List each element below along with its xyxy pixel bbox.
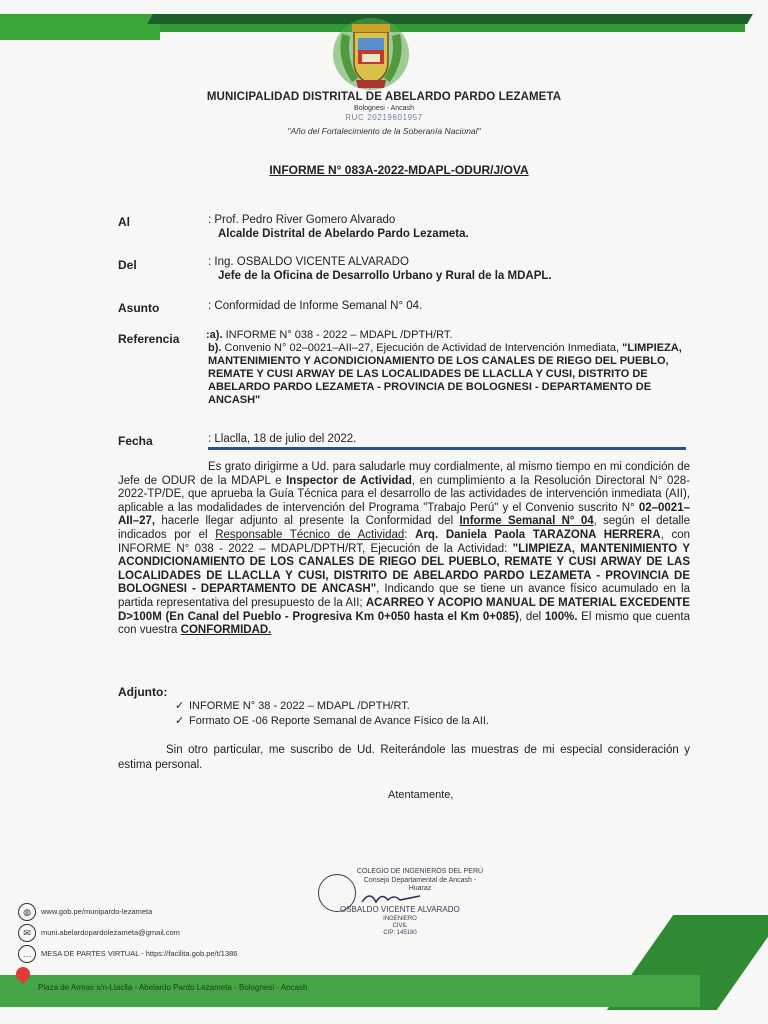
body-text-7: , del	[519, 610, 545, 623]
signoff: Atentamente,	[388, 789, 454, 801]
body-paragraph	[118, 461, 690, 638]
al-value	[208, 213, 469, 241]
body-responsable: Responsable Técnico de Actividad	[215, 528, 405, 541]
adjunto-list	[175, 699, 489, 729]
signer-title: INGENIERO CIVIL CIP: 145180	[383, 916, 417, 936]
body-text-3: hacerle llegar adjunto al presente la Conformidad del	[155, 515, 460, 528]
ref-a-text: INFORME N° 038 - 2022 – MDAPL /DPTH/RT.	[225, 329, 453, 341]
stamp-line1: COLEGIO DE INGENIEROS DEL PERÚ	[356, 868, 484, 875]
body-text-1: Es grato dirigirme a Ud. para saludarle muy cordialmente, al mismo tiempo en mi condición de Jefe de ODUR de la MDAPL e	[118, 461, 690, 487]
body-partida: ACARREO Y ACOPIO MANUAL DE MATERIAL EXCEDENTE D>100M (En Canal del Pueblo - Progresiva Km 0+050 hasta el Km 0+085)	[118, 596, 690, 623]
report-title: INFORME N° 083A-2022-MDAPL-ODUR/J/OVA	[269, 163, 529, 177]
list-item: ✓ INFORME N° 38 - 2022 – MDAPL /DPTH/RT.	[175, 700, 410, 712]
del-name: : Ing. OSBALDO VICENTE ALVARADO	[208, 256, 409, 268]
checkmark-icon: ✓	[175, 700, 185, 712]
mail-icon: ✉	[18, 924, 36, 942]
stamp-line2: Consejo Departamental de Ancash - Huaraz	[363, 876, 477, 892]
ref-a-prefix: :a).	[206, 329, 223, 341]
body-percent: 100%.	[544, 610, 578, 623]
asunto-label: Asunto	[118, 301, 160, 315]
municipality-location: Bolognesi - Ancash	[354, 105, 414, 112]
referencia-label: Referencia	[118, 332, 180, 346]
referencia-block	[206, 329, 691, 407]
body-convenio: 02–0021–AII–27,	[118, 501, 690, 528]
fecha-label: Fecha	[118, 434, 153, 448]
ref-b-text: Convenio N° 02–0021–AII–27, Ejecución de Actividad de Intervención Inmediata,	[224, 342, 620, 354]
ref-b-activity: "LIMPIEZA, MANTENIMIENTO Y ACONDICIONAMIENTO DE LOS CANALES DE RIEGO DEL PUEBLO, REMATE Y CUSI ARWAY DE LAS LOCALIDADES DE LLACLLA Y CUSI, DISTRITO DE ABELARDO PARDO LEZAMETA - PROVINCIA DE BOLOGNESI - DEPARTAMENTO DE ANCASH"	[208, 342, 682, 406]
footer-address: Plaza de Armas s/n-Llaclla - Abelardo Pardo Lezameta - Bolognesi - Ancash	[38, 983, 308, 992]
body-colon: :	[404, 528, 416, 541]
signer-name: OSBALDO VICENTE ALVARADO	[340, 905, 460, 914]
chat-icon: …	[18, 945, 36, 963]
body-text-8: El mismo que cuenta con vuestra	[118, 610, 690, 637]
footer-mesa: … MESA DE PARTES VIRTUAL - https://facilita.gob.pe/t/1386	[18, 945, 237, 963]
al-position: Alcalde Distrital de Abelardo Pardo Lezameta.	[218, 228, 469, 240]
body-text-2: , en cumplimiento a la Resolución Directoral N° 028- 2022-TP/DE, que aprueba la Guía Técnica para el desarrollo de las actividades de intervención inmediata (AII), aplicable a las modalidades de intervención del Programa "Trabajo Perú" y el Convenio suscrito N°	[118, 474, 691, 514]
ref-b-prefix: b).	[208, 342, 222, 354]
al-name: : Prof. Pedro River Gomero Alvarado	[208, 214, 396, 226]
body-text-5: , con INFORME N° 038 - 2022 – MDAPL/DPTH/RT, Ejecución de la Actividad:	[118, 528, 690, 555]
footer-email: ✉ muni.abelardopardolezameta@gmail.com	[18, 924, 180, 942]
fecha-divider	[208, 447, 686, 450]
body-activity: "LIMPIEZA, MANTENIMIENTO Y ACONDICIONAMIENTO DE LOS CANALES DE RIEGO DEL PUEBLO, REMATE Y CUSI ARWAY DE LAS LOCALIDADES DE LLACLLA Y CUSI, DISTRITO DE ABELARDO PARDO LEZAMETA - PROVINCIA DE BOLOGNESI - DEPARTAMENTO DE ANCASH"	[118, 542, 690, 596]
list-item: ✓ Formato OE -06 Reporte Semanal de Avance Físico de la AII.	[175, 715, 490, 727]
body-informe-semanal: Informe Semanal N° 04	[459, 515, 594, 528]
municipality-ruc: RUC 20219601957	[345, 113, 423, 122]
body-inspector: Inspector de Actividad	[286, 474, 412, 487]
asunto-value: : Conformidad de Informe Semanal N° 04.	[208, 300, 423, 312]
footer-band	[0, 975, 768, 1015]
checkmark-icon: ✓	[175, 715, 185, 727]
body-text-4: , según el detalle indicados por el	[118, 515, 690, 541]
footer-web: ◍ www.gob.pe/munipardo-lezameta	[18, 903, 152, 921]
municipality-name: MUNICIPALIDAD DISTRITAL DE ABELARDO PARDO LEZAMETA	[206, 91, 562, 103]
al-label: Al	[118, 215, 130, 229]
adjunto-label: Adjunto:	[118, 685, 168, 699]
del-label: Del	[118, 258, 137, 272]
globe-icon: ◍	[18, 903, 36, 921]
del-value	[208, 255, 552, 283]
closing-paragraph: Sin otro particular, me suscribo de Ud. Reiterándole las muestras de mi especial consideración y estima personal.	[118, 744, 690, 771]
year-motto: "Año del Fortalecimiento de la Soberanía Nacional"	[287, 126, 481, 136]
municipal-shield-icon	[330, 14, 412, 92]
body-conformidad: CONFORMIDAD.	[180, 624, 272, 637]
del-position: Jefe de la Oficina de Desarrollo Urbano y Rural de la MDAPL.	[218, 270, 552, 282]
fecha-value: : Llaclla, 18 de julio del 2022.	[208, 433, 357, 445]
body-text-6: , Indicando que se tiene un avance físico acumulado en la partida representativa del presupuesto de la AII;	[118, 583, 690, 609]
body-arq-name: Arq. Daniela Paola TARAZONA HERRERA	[415, 528, 661, 541]
